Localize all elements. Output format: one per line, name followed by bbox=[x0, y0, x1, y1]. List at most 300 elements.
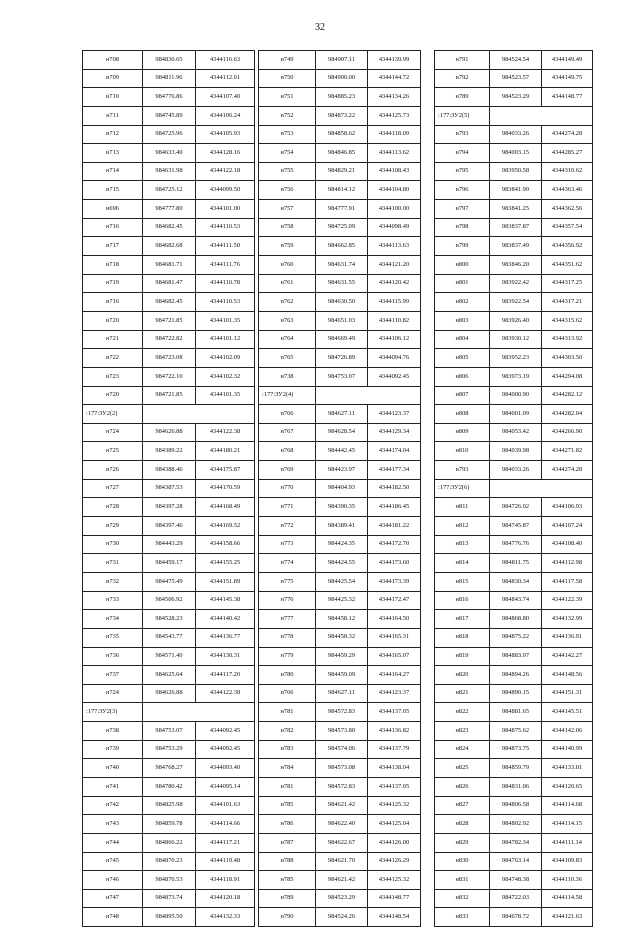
y-coordinate: 4344105.93 bbox=[196, 125, 255, 144]
point-id: н721 bbox=[83, 330, 143, 349]
point-id: н723 bbox=[83, 367, 143, 386]
y-coordinate: 4344095.14 bbox=[196, 777, 255, 796]
point-id: н820 bbox=[435, 666, 490, 685]
section-header-row bbox=[435, 106, 593, 125]
y-coordinate: 4344126.00 bbox=[368, 833, 421, 852]
point-id: н789 bbox=[259, 889, 316, 908]
point-id: н741 bbox=[83, 777, 143, 796]
y-coordinate: 4344165.31 bbox=[368, 628, 421, 647]
x-coordinate: 984389.22 bbox=[143, 442, 196, 461]
y-coordinate: 4344113.63 bbox=[368, 237, 421, 256]
x-coordinate: 984722.10 bbox=[143, 367, 196, 386]
point-id: н740 bbox=[83, 759, 143, 778]
table-row bbox=[435, 777, 593, 796]
x-coordinate: 984870.23 bbox=[143, 852, 196, 871]
x-coordinate: 984523.29 bbox=[316, 889, 368, 908]
point-id: н759 bbox=[259, 237, 316, 256]
table-row bbox=[83, 628, 255, 647]
x-coordinate: 984543.77 bbox=[143, 628, 196, 647]
x-coordinate: 984459.17 bbox=[143, 554, 196, 573]
x-coordinate: 984858.62 bbox=[316, 125, 368, 144]
y-coordinate: 4344174.04 bbox=[368, 442, 421, 461]
x-coordinate: 984782.34 bbox=[490, 833, 542, 852]
table-row bbox=[435, 647, 593, 666]
point-id: н792 bbox=[435, 69, 490, 88]
y-coordinate: 4344181.22 bbox=[368, 517, 421, 536]
point-id: н770 bbox=[259, 479, 316, 498]
y-coordinate: 4344092.45 bbox=[196, 740, 255, 759]
table-row bbox=[259, 647, 421, 666]
table-row bbox=[259, 628, 421, 647]
y-coordinate: 4344110.78 bbox=[196, 274, 255, 293]
table-row bbox=[83, 461, 255, 480]
y-coordinate: 4344303.50 bbox=[542, 349, 593, 368]
table-row bbox=[83, 367, 255, 386]
x-coordinate: 984873.75 bbox=[490, 740, 542, 759]
empty-cell bbox=[490, 479, 593, 498]
x-coordinate: 984404.93 bbox=[316, 479, 368, 498]
x-coordinate: 983926.40 bbox=[490, 311, 542, 330]
table-row bbox=[259, 815, 421, 834]
point-id: н812 bbox=[435, 517, 490, 536]
x-coordinate: 984682.45 bbox=[143, 218, 196, 237]
table-row bbox=[259, 200, 421, 219]
point-id: н744 bbox=[83, 833, 143, 852]
y-coordinate: 4344116.63 bbox=[196, 51, 255, 70]
x-coordinate: 984621.42 bbox=[316, 796, 368, 815]
y-coordinate: 4344125.73 bbox=[368, 106, 421, 125]
point-id: н765 bbox=[259, 349, 316, 368]
table-row bbox=[83, 256, 255, 275]
x-coordinate: 983922.42 bbox=[490, 274, 542, 293]
x-coordinate: 984859.79 bbox=[490, 759, 542, 778]
point-id: н806 bbox=[435, 367, 490, 386]
x-coordinate: 984811.75 bbox=[490, 554, 542, 573]
section-label: :177:ЗУ2(4) bbox=[259, 386, 316, 405]
x-coordinate: 984900.00 bbox=[316, 69, 368, 88]
point-id: н819 bbox=[435, 647, 490, 666]
y-coordinate: 4344148.77 bbox=[542, 88, 593, 107]
x-coordinate: 984573.08 bbox=[316, 759, 368, 778]
table-row bbox=[435, 498, 593, 517]
table-row bbox=[435, 461, 593, 480]
x-coordinate: 984622.67 bbox=[316, 833, 368, 852]
y-coordinate: 4344098.49 bbox=[368, 218, 421, 237]
point-id: н750 bbox=[259, 69, 316, 88]
table-row bbox=[83, 479, 255, 498]
table-row bbox=[435, 144, 593, 163]
y-coordinate: 4344120.65 bbox=[542, 777, 593, 796]
x-coordinate: 984459.09 bbox=[316, 666, 368, 685]
y-coordinate: 4344102.09 bbox=[196, 349, 255, 368]
point-id: н796 bbox=[435, 181, 490, 200]
table-row bbox=[259, 517, 421, 536]
point-id: н816 bbox=[435, 591, 490, 610]
point-id: н804 bbox=[435, 330, 490, 349]
table-row bbox=[259, 666, 421, 685]
y-coordinate: 4344173.39 bbox=[368, 572, 421, 591]
x-coordinate: 984682.45 bbox=[143, 293, 196, 312]
point-id: н763 bbox=[259, 311, 316, 330]
y-coordinate: 4344121.20 bbox=[368, 256, 421, 275]
x-coordinate: 984387.53 bbox=[143, 479, 196, 498]
table-row bbox=[83, 572, 255, 591]
table-row bbox=[259, 740, 421, 759]
point-id: н795 bbox=[435, 162, 490, 181]
point-id: н760 bbox=[259, 256, 316, 275]
table-row bbox=[435, 535, 593, 554]
x-coordinate: 984890.15 bbox=[490, 684, 542, 703]
point-id: н768 bbox=[259, 442, 316, 461]
table-row bbox=[259, 572, 421, 591]
x-coordinate: 983922.54 bbox=[490, 293, 542, 312]
x-coordinate: 984625.64 bbox=[143, 666, 196, 685]
y-coordinate: 4344177.34 bbox=[368, 461, 421, 480]
table-row bbox=[83, 889, 255, 908]
y-coordinate: 4344285.27 bbox=[542, 144, 593, 163]
x-coordinate: 984725.96 bbox=[143, 125, 196, 144]
table-row bbox=[83, 218, 255, 237]
table-row bbox=[435, 162, 593, 181]
point-id: н781 bbox=[259, 703, 316, 722]
point-id: н769 bbox=[259, 461, 316, 480]
y-coordinate: 4344317.21 bbox=[542, 293, 593, 312]
point-id: н779 bbox=[259, 647, 316, 666]
point-id: н708 bbox=[83, 51, 143, 70]
table-row bbox=[259, 423, 421, 442]
y-coordinate: 4344118.09 bbox=[368, 125, 421, 144]
y-coordinate: 4344108.43 bbox=[368, 162, 421, 181]
y-coordinate: 4344125.32 bbox=[368, 796, 421, 815]
table-row bbox=[259, 274, 421, 293]
point-id: н825 bbox=[435, 759, 490, 778]
point-id: н752 bbox=[259, 106, 316, 125]
table-row bbox=[83, 647, 255, 666]
table-row bbox=[259, 889, 421, 908]
empty-cell bbox=[143, 405, 255, 424]
point-id: н761 bbox=[259, 274, 316, 293]
x-coordinate: 983837.87 bbox=[490, 218, 542, 237]
y-coordinate: 4344136.91 bbox=[542, 628, 593, 647]
x-coordinate: 984726.89 bbox=[316, 349, 368, 368]
y-coordinate: 4344092.45 bbox=[368, 367, 421, 386]
point-id: н775 bbox=[259, 572, 316, 591]
y-coordinate: 4344126.29 bbox=[368, 852, 421, 871]
y-coordinate: 4344133.01 bbox=[542, 759, 593, 778]
y-coordinate: 4344168.49 bbox=[196, 498, 255, 517]
x-coordinate: 983837.49 bbox=[490, 237, 542, 256]
x-coordinate: 984843.74 bbox=[490, 591, 542, 610]
table-row bbox=[259, 181, 421, 200]
x-coordinate: 984572.83 bbox=[316, 777, 368, 796]
point-id: н732 bbox=[83, 572, 143, 591]
table-row bbox=[83, 610, 255, 629]
x-coordinate: 984725.09 bbox=[316, 218, 368, 237]
x-coordinate: 984626.88 bbox=[143, 423, 196, 442]
point-id: н748 bbox=[83, 908, 143, 927]
x-coordinate: 984723.08 bbox=[143, 349, 196, 368]
table-row bbox=[435, 572, 593, 591]
table-row bbox=[435, 703, 593, 722]
y-coordinate: 4344106.93 bbox=[542, 498, 593, 517]
table-row bbox=[83, 349, 255, 368]
table-row bbox=[259, 218, 421, 237]
section-header-row bbox=[83, 405, 255, 424]
x-coordinate: 984574.06 bbox=[316, 740, 368, 759]
y-coordinate: 4344092.45 bbox=[196, 722, 255, 741]
point-id: н715 bbox=[83, 181, 143, 200]
y-coordinate: 4344139.99 bbox=[368, 51, 421, 70]
point-id: н800 bbox=[435, 256, 490, 275]
y-coordinate: 4344172.47 bbox=[368, 591, 421, 610]
x-coordinate: 984000.90 bbox=[490, 386, 542, 405]
x-coordinate: 984425.54 bbox=[316, 572, 368, 591]
point-id: н720 bbox=[83, 386, 143, 405]
coordinate-table-right bbox=[434, 50, 593, 927]
x-coordinate: 984424.55 bbox=[316, 554, 368, 573]
y-coordinate: 4344148.56 bbox=[542, 666, 593, 685]
x-coordinate: 983841.90 bbox=[490, 181, 542, 200]
table-row bbox=[435, 218, 593, 237]
point-id: н781 bbox=[259, 777, 316, 796]
point-id: н807 bbox=[435, 386, 490, 405]
table-row bbox=[83, 722, 255, 741]
y-coordinate: 4344138.04 bbox=[368, 759, 421, 778]
table-row bbox=[83, 311, 255, 330]
empty-cell bbox=[143, 703, 255, 722]
y-coordinate: 4344114.58 bbox=[542, 889, 593, 908]
y-coordinate: 4344266.90 bbox=[542, 423, 593, 442]
point-id: н745 bbox=[83, 852, 143, 871]
y-coordinate: 4344121.63 bbox=[542, 908, 593, 927]
table-row bbox=[435, 51, 593, 70]
x-coordinate: 984458.12 bbox=[316, 610, 368, 629]
x-coordinate: 984868.80 bbox=[490, 610, 542, 629]
point-id: н801 bbox=[435, 274, 490, 293]
point-id: н782 bbox=[259, 722, 316, 741]
table-row bbox=[259, 311, 421, 330]
point-id: н818 bbox=[435, 628, 490, 647]
x-coordinate: 984830.34 bbox=[490, 572, 542, 591]
x-coordinate: 984003.15 bbox=[490, 144, 542, 163]
table-row bbox=[259, 144, 421, 163]
table-row bbox=[435, 423, 593, 442]
y-coordinate: 4344101.00 bbox=[196, 200, 255, 219]
table-row bbox=[435, 908, 593, 927]
y-coordinate: 4344182.50 bbox=[368, 479, 421, 498]
point-id: н831 bbox=[435, 871, 490, 890]
point-id: н793 bbox=[435, 125, 490, 144]
x-coordinate: 984895.50 bbox=[143, 908, 196, 927]
table-row bbox=[435, 88, 593, 107]
y-coordinate: 4344170.59 bbox=[196, 479, 255, 498]
y-coordinate: 4344120.42 bbox=[368, 274, 421, 293]
x-coordinate: 984859.78 bbox=[143, 815, 196, 834]
y-coordinate: 4344106.24 bbox=[196, 106, 255, 125]
y-coordinate: 4344145.51 bbox=[542, 703, 593, 722]
y-coordinate: 4344149.75 bbox=[542, 69, 593, 88]
table-row bbox=[259, 703, 421, 722]
x-coordinate: 984777.80 bbox=[143, 200, 196, 219]
table-row bbox=[259, 69, 421, 88]
point-id: н793 bbox=[435, 461, 490, 480]
x-coordinate: 984506.92 bbox=[143, 591, 196, 610]
y-coordinate: 4344132.99 bbox=[542, 610, 593, 629]
y-coordinate: 4344119.48 bbox=[196, 852, 255, 871]
point-id: н789 bbox=[435, 88, 490, 107]
x-coordinate: 984424.35 bbox=[316, 535, 368, 554]
point-id: н791 bbox=[435, 51, 490, 70]
y-coordinate: 4344155.25 bbox=[196, 554, 255, 573]
y-coordinate: 4344122.39 bbox=[542, 591, 593, 610]
page-number: 32 bbox=[315, 22, 325, 33]
x-coordinate: 984682.68 bbox=[143, 237, 196, 256]
point-id: н716 bbox=[83, 293, 143, 312]
point-id: н749 bbox=[259, 51, 316, 70]
point-id: н774 bbox=[259, 554, 316, 573]
x-coordinate: 983846.20 bbox=[490, 256, 542, 275]
point-id: н737 bbox=[83, 666, 143, 685]
x-coordinate: 984528.23 bbox=[143, 610, 196, 629]
x-coordinate: 984651.03 bbox=[316, 311, 368, 330]
point-id: н753 bbox=[259, 125, 316, 144]
table-row bbox=[259, 256, 421, 275]
table-row bbox=[435, 256, 593, 275]
table-row bbox=[435, 405, 593, 424]
x-coordinate: 984669.49 bbox=[316, 330, 368, 349]
x-coordinate: 984763.14 bbox=[490, 852, 542, 871]
y-coordinate: 4344110.36 bbox=[542, 871, 593, 890]
y-coordinate: 4344104.80 bbox=[368, 181, 421, 200]
point-id: н832 bbox=[435, 889, 490, 908]
x-coordinate: 984524.54 bbox=[490, 51, 542, 70]
x-coordinate: 984806.58 bbox=[490, 796, 542, 815]
point-id: н772 bbox=[259, 517, 316, 536]
point-id: н712 bbox=[83, 125, 143, 144]
point-id: н717 bbox=[83, 237, 143, 256]
y-coordinate: 4344137.05 bbox=[368, 703, 421, 722]
table-row bbox=[259, 871, 421, 890]
y-coordinate: 4344142.27 bbox=[542, 647, 593, 666]
table-row bbox=[83, 666, 255, 685]
x-coordinate: 984776.76 bbox=[490, 535, 542, 554]
y-coordinate: 4344158.66 bbox=[196, 535, 255, 554]
y-coordinate: 4344186.45 bbox=[368, 498, 421, 517]
table-row bbox=[259, 88, 421, 107]
point-id: н829 bbox=[435, 833, 490, 852]
x-coordinate: 984780.42 bbox=[143, 777, 196, 796]
y-coordinate: 4344120.18 bbox=[196, 889, 255, 908]
y-coordinate: 4344136.82 bbox=[368, 722, 421, 741]
point-id: н808 bbox=[435, 405, 490, 424]
x-coordinate: 984633.40 bbox=[143, 144, 196, 163]
y-coordinate: 4344123.37 bbox=[368, 684, 421, 703]
table-row bbox=[259, 405, 421, 424]
point-id: н743 bbox=[83, 815, 143, 834]
point-id: н799 bbox=[435, 237, 490, 256]
point-id: н786 bbox=[259, 815, 316, 834]
x-coordinate: 984631.74 bbox=[316, 256, 368, 275]
point-id: н696 bbox=[83, 200, 143, 219]
x-coordinate: 984825.98 bbox=[143, 796, 196, 815]
y-coordinate: 4344164.50 bbox=[368, 610, 421, 629]
y-coordinate: 4344123.37 bbox=[368, 405, 421, 424]
point-id: н733 bbox=[83, 591, 143, 610]
x-coordinate: 984033.26 bbox=[490, 125, 542, 144]
point-id: н771 bbox=[259, 498, 316, 517]
table-row bbox=[435, 591, 593, 610]
x-coordinate: 984631.55 bbox=[316, 274, 368, 293]
x-coordinate: 984881.65 bbox=[490, 703, 542, 722]
x-coordinate: 984753.29 bbox=[143, 740, 196, 759]
point-id: н833 bbox=[435, 908, 490, 927]
point-id: н822 bbox=[435, 703, 490, 722]
point-id: н739 bbox=[83, 740, 143, 759]
table-row bbox=[259, 684, 421, 703]
point-id: н751 bbox=[259, 88, 316, 107]
table-row bbox=[435, 852, 593, 871]
coordinate-table-left bbox=[82, 50, 255, 927]
y-coordinate: 4344107.24 bbox=[542, 517, 593, 536]
table-row bbox=[83, 871, 255, 890]
table-row bbox=[83, 796, 255, 815]
table-row bbox=[435, 367, 593, 386]
table-row bbox=[435, 274, 593, 293]
x-coordinate: 984831.06 bbox=[490, 777, 542, 796]
y-coordinate: 4344148.54 bbox=[368, 908, 421, 927]
x-coordinate: 984722.82 bbox=[143, 330, 196, 349]
x-coordinate: 984721.85 bbox=[143, 311, 196, 330]
point-id: н794 bbox=[435, 144, 490, 163]
point-id: н714 bbox=[83, 162, 143, 181]
table-row bbox=[83, 815, 255, 834]
table-row bbox=[83, 498, 255, 517]
y-coordinate: 4344101.35 bbox=[196, 311, 255, 330]
y-coordinate: 4344274.28 bbox=[542, 461, 593, 480]
y-coordinate: 4344129.34 bbox=[368, 423, 421, 442]
table-row bbox=[259, 51, 421, 70]
table-row bbox=[435, 871, 593, 890]
point-id: н731 bbox=[83, 554, 143, 573]
point-id: н823 bbox=[435, 722, 490, 741]
point-id: н728 bbox=[83, 498, 143, 517]
table-row bbox=[435, 181, 593, 200]
table-row bbox=[435, 684, 593, 703]
point-id: н813 bbox=[435, 535, 490, 554]
point-id: н724 bbox=[83, 423, 143, 442]
point-id: н766 bbox=[259, 684, 316, 703]
y-coordinate: 4344107.40 bbox=[196, 88, 255, 107]
point-id: н722 bbox=[83, 349, 143, 368]
y-coordinate: 4344180.21 bbox=[196, 442, 255, 461]
point-id: н767 bbox=[259, 423, 316, 442]
x-coordinate: 984873.22 bbox=[316, 106, 368, 125]
x-coordinate: 984626.88 bbox=[143, 684, 196, 703]
y-coordinate: 4344110.82 bbox=[368, 311, 421, 330]
table-row bbox=[435, 330, 593, 349]
table-row bbox=[83, 125, 255, 144]
point-id: н803 bbox=[435, 311, 490, 330]
table-row bbox=[83, 517, 255, 536]
x-coordinate: 984572.83 bbox=[316, 703, 368, 722]
y-coordinate: 4344110.53 bbox=[196, 293, 255, 312]
x-coordinate: 984866.22 bbox=[143, 833, 196, 852]
point-id: н709 bbox=[83, 69, 143, 88]
y-coordinate: 4344145.38 bbox=[196, 591, 255, 610]
section-label: :177:ЗУ2(6) bbox=[435, 479, 490, 498]
point-id: н764 bbox=[259, 330, 316, 349]
x-coordinate: 984442.45 bbox=[316, 442, 368, 461]
